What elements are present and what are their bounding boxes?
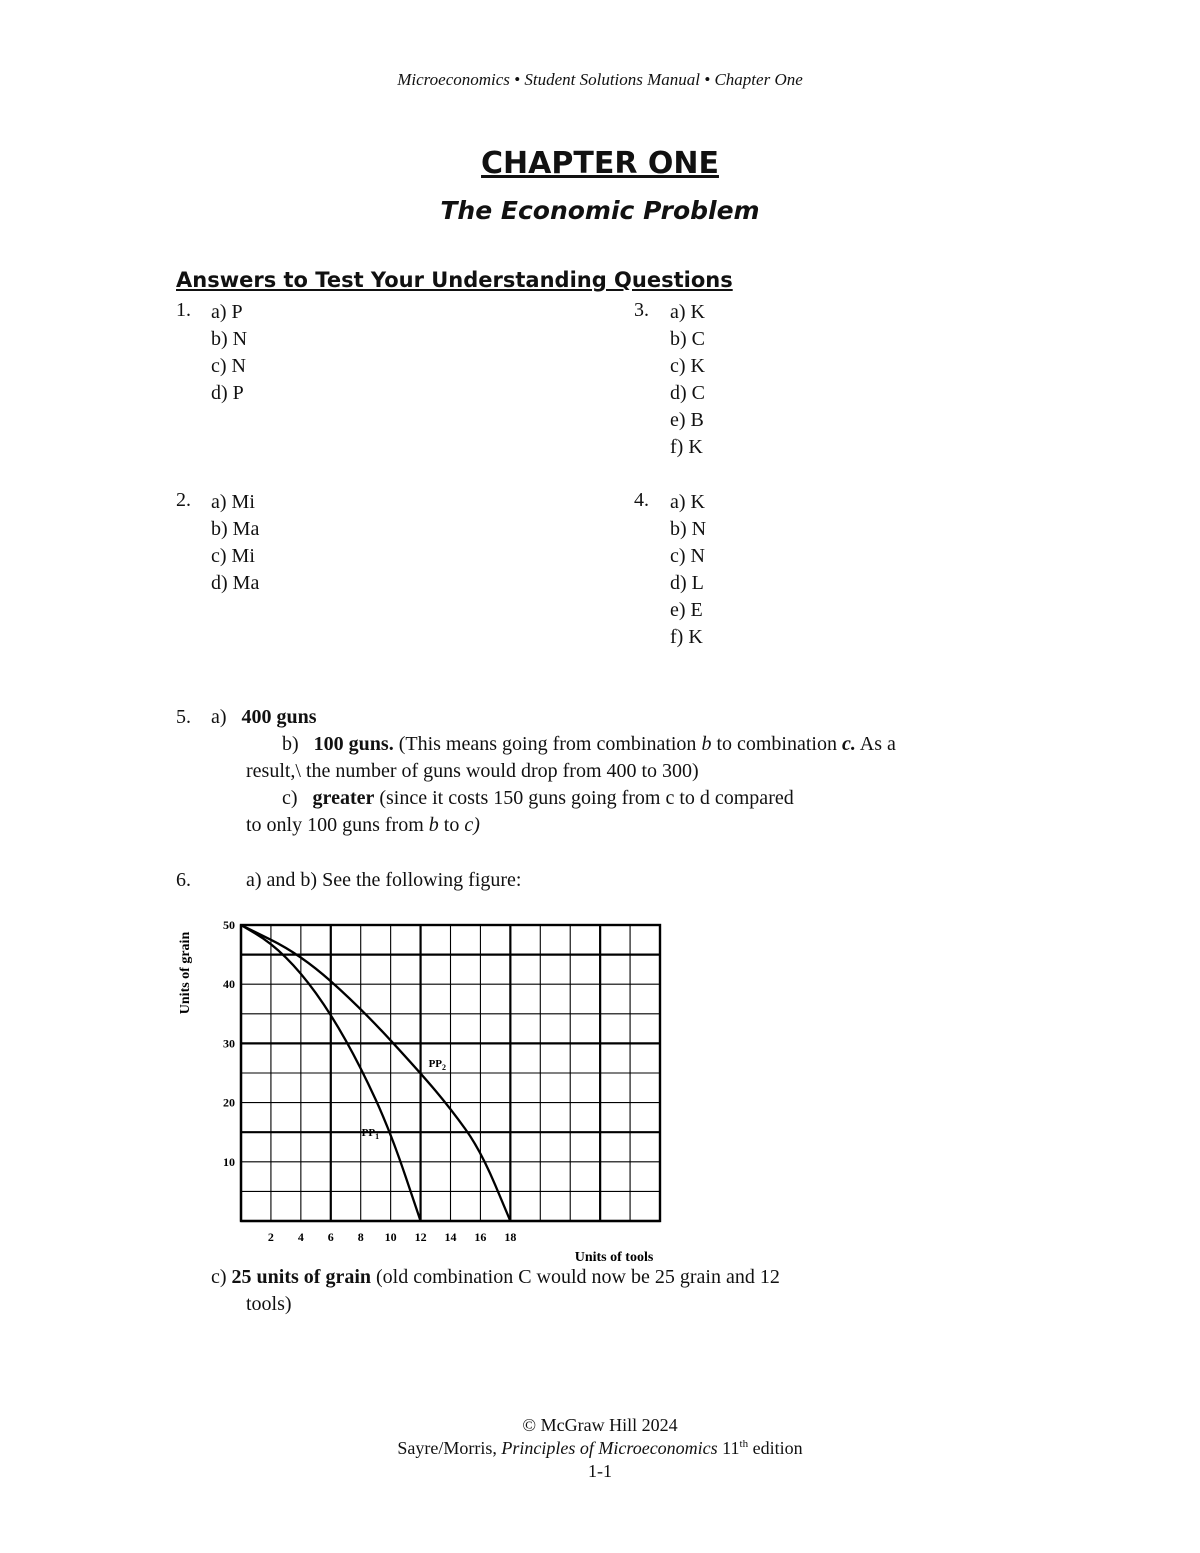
question-1-answers — [211, 299, 247, 407]
ppf-chart — [170, 910, 670, 1270]
answer-item: c) K — [670, 355, 705, 377]
answer-text: (old combination C would now be 25 grain and 12 — [376, 1266, 780, 1288]
question-6-part-c-line2: tools) — [246, 1293, 292, 1315]
question-1-number: 1. — [176, 299, 191, 321]
answer-text: (This means going from combination — [398, 733, 697, 755]
answer-item: f) K — [670, 436, 703, 458]
x-tick-label: 10 — [384, 1230, 397, 1244]
x-tick-label: 4 — [297, 1230, 304, 1244]
y-tick-label: 20 — [223, 1095, 235, 1110]
answer-item: a) K — [670, 491, 705, 513]
question-5-part-a — [211, 706, 317, 729]
question-5-part-b-line2: result,\ the number of guns would drop from 400 to 300) — [246, 760, 699, 782]
answer-bold: 400 guns — [241, 706, 317, 728]
question-2-answers — [211, 489, 259, 597]
answer-item: e) E — [670, 599, 703, 621]
chart-grid — [241, 925, 660, 1221]
answer-item: d) L — [670, 572, 704, 594]
variable: b — [701, 733, 712, 755]
footer-authors: Sayre/Morris, — [397, 1438, 497, 1458]
answer-bold: 100 guns. — [313, 733, 394, 755]
answer-item: a) P — [211, 301, 243, 323]
ppf-curve-label: $PP_2$ — [428, 1058, 447, 1072]
answer-bold: greater — [312, 787, 375, 809]
answer-item: f) K — [670, 626, 703, 648]
part-label: c) — [211, 1266, 227, 1288]
answer-item: b) C — [670, 328, 705, 350]
answer-item: c) N — [670, 545, 705, 567]
variable: b — [428, 814, 439, 836]
part-label: c) — [282, 787, 298, 809]
section-heading: Answers to Test Your Understanding Questions — [176, 268, 733, 292]
footer-copyright: © McGraw Hill 2024 — [522, 1415, 678, 1435]
answer-text: to only 100 guns from — [246, 814, 424, 836]
chart-ticks — [223, 918, 516, 1244]
question-4-number: 4. — [634, 489, 649, 511]
footer-edition-number: 11 — [722, 1438, 740, 1458]
answer-item: b) Ma — [211, 518, 260, 540]
y-tick-label: 40 — [223, 977, 235, 992]
answer-item: c) N — [211, 355, 246, 377]
variable: c. — [841, 733, 856, 755]
footer-book-title: Principles of Microeconomics — [501, 1438, 718, 1458]
question-2-number: 2. — [176, 489, 191, 511]
question-6-part-c — [211, 1266, 780, 1289]
x-tick-label: 6 — [327, 1230, 334, 1244]
answer-item: d) C — [670, 382, 705, 404]
x-tick-label: 18 — [504, 1230, 517, 1244]
answer-item: e) B — [670, 409, 704, 431]
y-axis-label: Units of grain — [178, 931, 193, 1015]
x-tick-label: 14 — [444, 1230, 457, 1244]
answer-item: b) N — [670, 518, 707, 540]
x-tick-label: 2 — [267, 1230, 274, 1244]
ppf-curve-label: $PP_1$ — [361, 1127, 380, 1142]
answer-bold: 25 units of grain — [231, 1266, 372, 1288]
question-5-part-c-line2 — [246, 814, 480, 837]
question-6-intro: a) and b) See the following figure: — [246, 869, 522, 891]
answer-text: (since it costs 150 guns going from c to d compared — [379, 787, 794, 809]
answer-text: to combination — [716, 733, 837, 755]
question-3-answers — [670, 299, 705, 461]
part-label: b) — [282, 733, 299, 755]
footer-edition-word: edition — [752, 1438, 803, 1458]
running-head: Microeconomics • Student Solutions Manual • Chapter One — [397, 70, 803, 89]
question-3-number: 3. — [634, 299, 649, 321]
answer-item: d) Ma — [211, 572, 260, 594]
x-tick-label: 16 — [474, 1230, 487, 1244]
answer-text: As a — [859, 733, 896, 755]
answer-item: c) Mi — [211, 545, 255, 567]
x-tick-label: 12 — [414, 1230, 427, 1244]
answer-item: b) N — [211, 328, 248, 350]
y-tick-label: 50 — [223, 918, 235, 932]
question-5-number: 5. — [176, 706, 191, 728]
question-5-part-b — [282, 733, 896, 756]
footer-citation — [0, 1438, 1200, 1459]
footer-page-number: 1-1 — [588, 1461, 612, 1481]
y-tick-label: 30 — [223, 1036, 235, 1051]
y-tick-label: 10 — [223, 1154, 235, 1169]
x-axis-label: Units of tools — [574, 1250, 654, 1265]
answer-item: a) K — [670, 301, 705, 323]
variable: c) — [464, 814, 480, 836]
chapter-subtitle: The Economic Problem — [440, 196, 760, 225]
answer-text: to — [443, 814, 460, 836]
footer-edition-suffix: th — [739, 1438, 749, 1450]
chapter-title: CHAPTER ONE — [481, 146, 719, 181]
answer-item: d) P — [211, 382, 244, 404]
part-label: a) — [211, 706, 227, 728]
question-6-number: 6. — [176, 869, 191, 891]
answer-item: a) Mi — [211, 491, 255, 513]
question-5-part-c — [282, 787, 794, 810]
question-4-answers — [670, 489, 706, 651]
x-tick-label: 8 — [357, 1230, 364, 1244]
